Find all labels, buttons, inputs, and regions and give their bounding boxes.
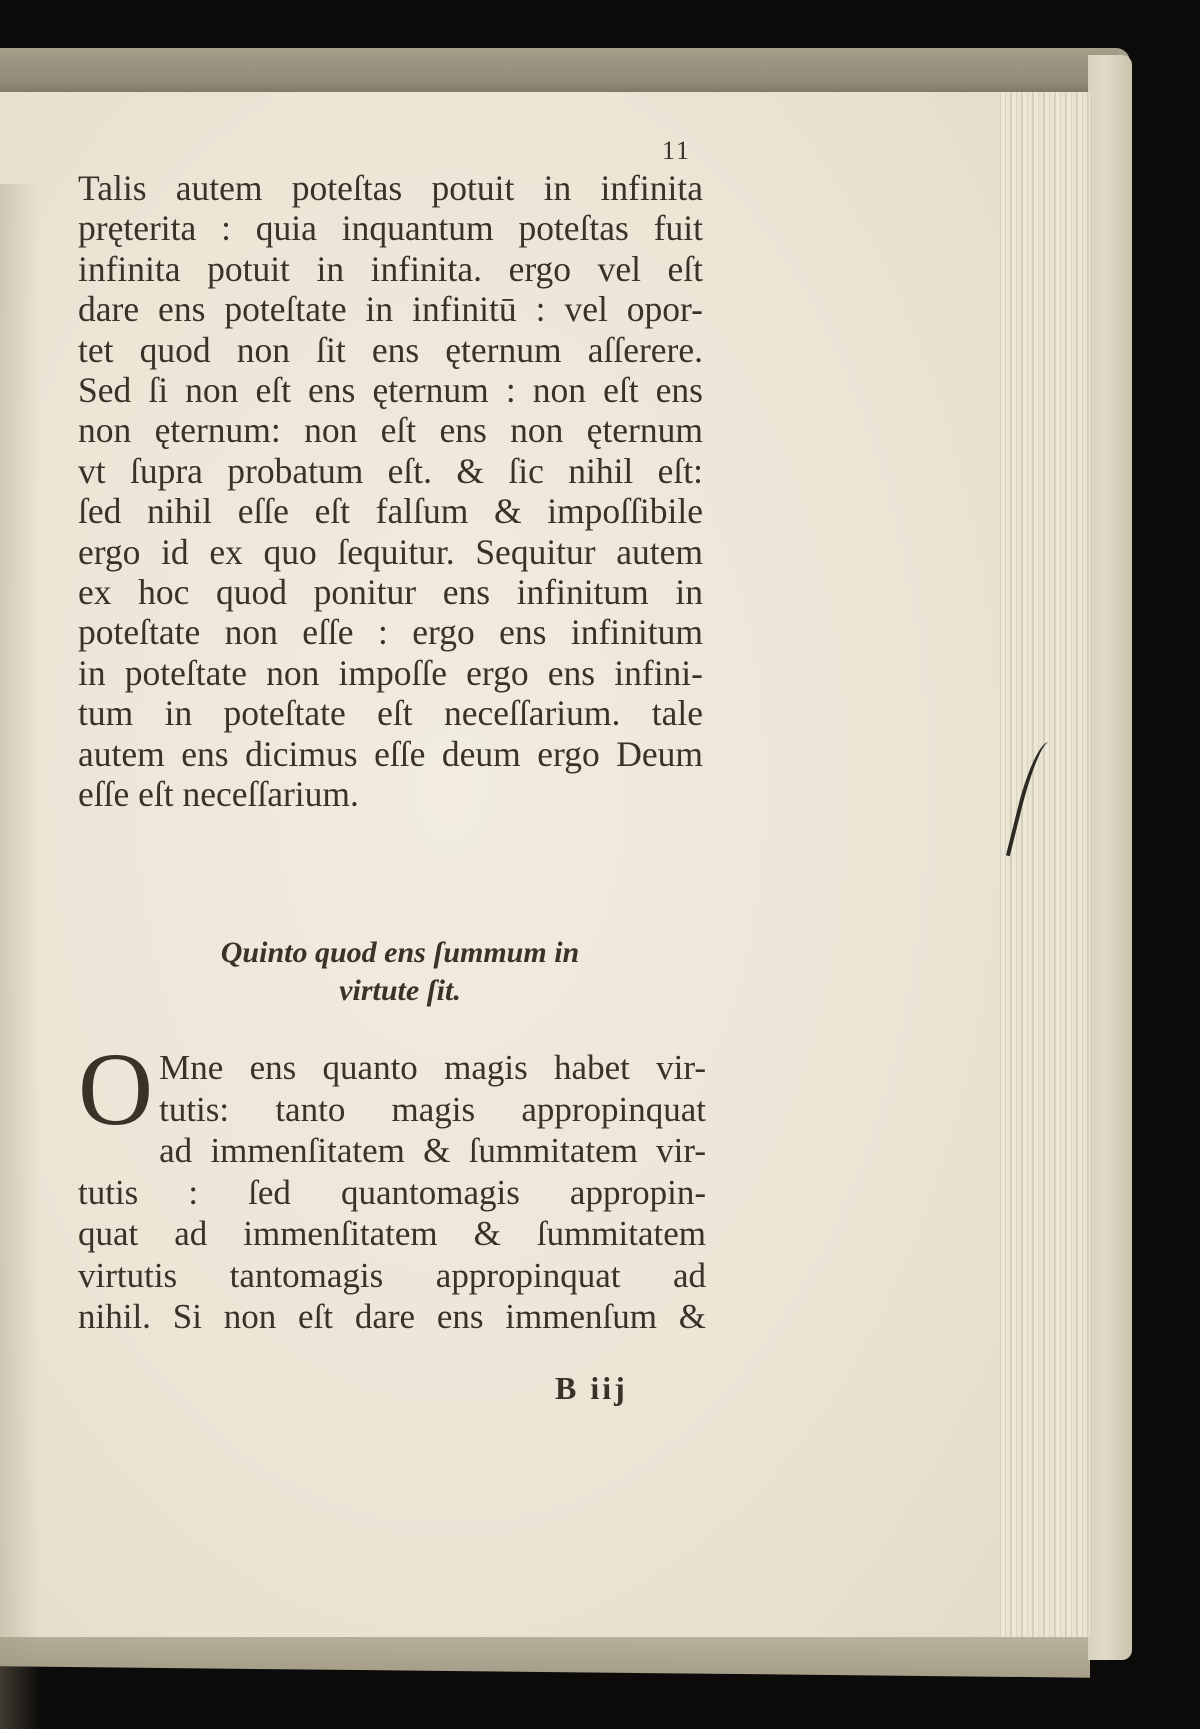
text-line: dare ens poteſtate in infinitū : vel opor- — [78, 289, 703, 330]
text-line: ergo id ex quo ſequitur. Sequitur autem — [78, 531, 703, 572]
text-line: quat ad immenſitatem & ſummitatem — [78, 1214, 706, 1253]
text-line: ad immenſitatem & ſummitatem vir- — [159, 1131, 706, 1170]
body-paragraph — [78, 168, 703, 815]
cover-fore-edge — [1088, 55, 1132, 1660]
text-line: Mne ens quanto magis habet vir- — [159, 1048, 706, 1087]
text-line: Sed ſi non eſt ens ęternum : non eſt ens — [78, 370, 703, 411]
text-line: tum in poteſtate eſt neceſſarium. tale — [78, 693, 703, 734]
section-heading — [120, 934, 680, 1010]
text-line: eſſe eſt neceſſarium. — [78, 774, 359, 815]
section-paragraph — [78, 1032, 706, 1338]
text-line: tutis : ſed quantomagis appropin- — [78, 1172, 706, 1212]
text-line: pręterita : quia inquantum poteſtas fuit — [78, 208, 703, 249]
page-stack — [995, 92, 1090, 1637]
text-line: virtutis tantomagis appropinquat ad — [78, 1255, 706, 1295]
text-line: tutis: tanto magis appropinquat — [159, 1089, 706, 1129]
text-line: ex hoc quod ponitur ens infinitum in — [78, 572, 703, 613]
text-line: tet quod non ſit ens ęternum aſſerere. — [78, 329, 703, 370]
cover-top-edge — [0, 50, 1118, 92]
drop-cap: O — [78, 1032, 154, 1147]
signature-mark: B iij — [555, 1370, 628, 1406]
text-line: vt ſupra probatum eſt. & ſic nihil eſt: — [78, 450, 703, 491]
text-line: in poteſtate non impoſſe ergo ens infini- — [78, 652, 703, 693]
heading-line: Quinto quod ens ſummum in — [220, 936, 580, 969]
text-line: infinita potuit in infinita. ergo vel eſt — [78, 248, 703, 289]
text-line: non ęternum: non eſt ens non ęternum — [78, 410, 703, 451]
text-line: poteſtate non eſſe : ergo ens infinitum — [78, 612, 703, 653]
text-line: nihil. Si non eſt dare ens immenſum & — [78, 1297, 706, 1336]
page-number: 11 — [662, 136, 692, 165]
gutter-shadow — [0, 184, 40, 1729]
heading-line: virtute ſit. — [339, 974, 461, 1007]
text-line: Talis autem poteſtas potuit in infinita — [78, 168, 703, 208]
book-page — [0, 92, 1000, 1637]
text-line: ſed nihil eſſe eſt falſum & impoſſibile — [78, 491, 703, 532]
text-line: autem ens dicimus eſſe deum ergo Deum — [78, 733, 703, 774]
